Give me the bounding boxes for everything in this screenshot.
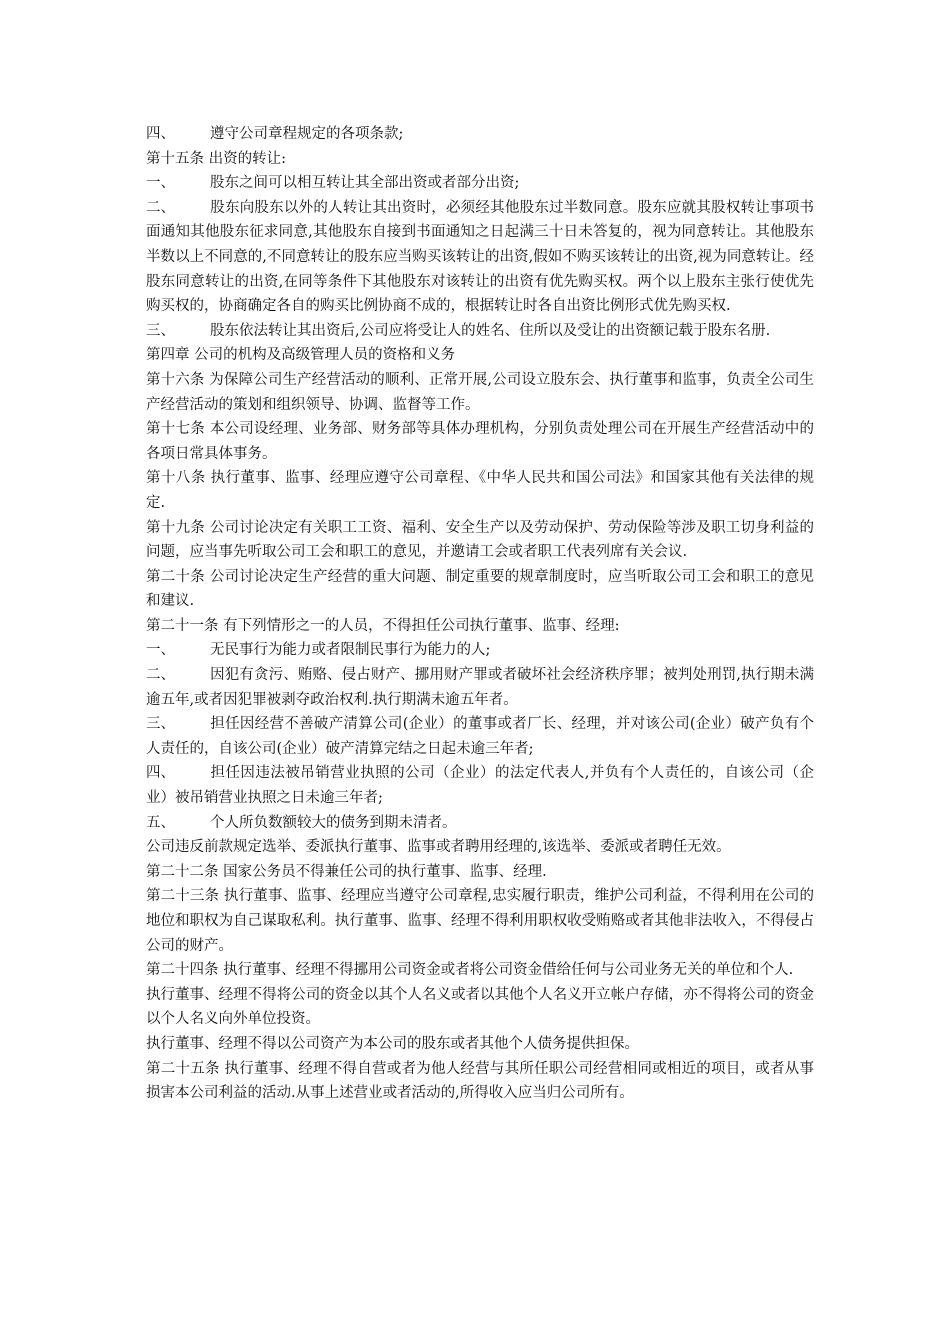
item-number: 三、 xyxy=(146,322,175,339)
clause-item xyxy=(146,663,814,712)
item-text: 担任因违法被吊销营业执照的公司（企业）的法定代表人,并负有个人责任的，自该公司（企业）被吊销营业执照之日未逾三年者; xyxy=(146,765,814,807)
item-text: 因犯有贪污、贿赂、侵占财产、挪用财产罪或者破坏社会经济秩序罪；被判处刑罚,执行期未满逾五年,或者因犯罪被剥夺政治权利.执行期满未逾五年者。 xyxy=(146,667,814,708)
clause-item xyxy=(146,171,814,196)
chapter-heading: 第四章 公司的机构及高级管理人员的资格和义务 xyxy=(146,347,456,364)
article-paragraph: 第十六条 为保障公司生产经营活动的顺利、正常开展,公司设立股东会、执行董事和监事，负责全公司生产经营活动的策划和组织领导、协调、监督等工作。 xyxy=(146,371,814,413)
article-paragraph: 第二十五条 执行董事、经理不得自营或者为他人经营与其所任职公司经营相同或相近的项目，或者从事损害本公司利益的活动.从事上述营业或者活动的,所得收入应当归公司所有。 xyxy=(146,1060,814,1102)
item-text: 个人所负数额较大的债务到期未清者。 xyxy=(210,814,457,831)
item-number: 一、 xyxy=(146,642,175,659)
clause-item xyxy=(146,319,814,344)
article-paragraph: 公司违反前款规定选举、委派执行董事、监事或者聘用经理的,该选举、委派或者聘任无效。 xyxy=(146,839,731,856)
article-heading: 第十五条 出资的转让: xyxy=(146,150,286,167)
item-text: 股东向股东以外的人转让其出资时，必须经其他股东过半数同意。股东应就其股权转让事项书面通知其他股东征求同意,其他股东自接到书面通知之日起满三十日未答复的，视为同意转让。其他股东半数以上不同意的,不同意转让的股东应当购买该转让的出资,假如不购买该转让的出资,视为同意转让。经股东同意转让的出资,在同等条件下其他股东对该转让的出资有优先购买权。两个以上股东主张行使优先购买权的，协商确定各自的购买比例协商不成的，根据转让时各自出资比例形式优先购买权. xyxy=(146,199,814,315)
article-paragraph: 第十九条 公司讨论决定有关职工工资、福利、安全生产以及劳动保护、劳动保险等涉及职工切身利益的问题，应当事先听取公司工会和职工的意见，并邀请工会或者职工代表列席有关会议. xyxy=(146,519,814,561)
item-text: 股东依法转让其出资后,公司应将受让人的姓名、住所以及受让的出资额记载于股东名册. xyxy=(210,322,771,339)
clause-item xyxy=(146,196,814,319)
item-number: 四、 xyxy=(146,126,175,142)
article-paragraph: 第二十三条 执行董事、监事、经理应当遵守公司章程,忠实履行职责，维护公司利益，不得利用在公司的地位和职权为自己谋取私利。执行董事、监事、经理不得利用职权收受贿赂或者其他非法收入，不得侵占公司的财产。 xyxy=(146,888,814,954)
article-paragraph: 第二十条 公司讨论决定生产经营的重大问题、制定重要的规章制度时，应当听取公司工会和职工的意见和建议. xyxy=(146,568,814,610)
clause-item xyxy=(146,712,814,761)
item-number: 四、 xyxy=(146,765,175,782)
clause-item xyxy=(146,761,814,810)
article-paragraph: 第十八条 执行董事、监事、经理应遵守公司章程、《中华人民共和国公司法》和国家其他有关法律的规定. xyxy=(146,470,814,511)
item-text: 无民事行为能力或者限制民事行为能力的人; xyxy=(210,642,491,659)
article-paragraph: 第十七条 本公司设经理、业务部、财务部等具体办理机构，分别负责处理公司在开展生产经营活动中的各项日常具体事务。 xyxy=(146,421,814,462)
item-text: 遵守公司章程规定的各项条款; xyxy=(210,126,404,142)
item-text: 担任因经营不善破产清算公司(企业）的董事或者厂长、经理，并对该公司(企业）破产负有个人责任的，自该公司(企业）破产清算完结之日起未逾三年者; xyxy=(146,716,814,757)
document-body xyxy=(146,122,814,1106)
clause-item xyxy=(146,638,814,663)
article-paragraph: 执行董事、经理不得以公司资产为本公司的股东或者其他个人债务提供担保。 xyxy=(146,1035,639,1052)
article-paragraph: 执行董事、经理不得将公司的资金以其个人名义或者以其他个人名义开立帐户存储，亦不得将公司的资金以个人名义向外单位投资。 xyxy=(146,986,814,1028)
item-number: 一、 xyxy=(146,175,175,192)
item-number: 五、 xyxy=(146,814,175,831)
item-text: 股东之间可以相互转让其全部出资或者部分出资; xyxy=(210,175,520,192)
article-paragraph: 第二十二条 国家公务员不得兼任公司的执行董事、监事、经理. xyxy=(146,863,547,880)
item-number: 三、 xyxy=(146,716,175,733)
article-paragraph: 第二十一条 有下列情形之一的人员，不得担任公司执行董事、监事、经理: xyxy=(146,617,620,634)
clause-item xyxy=(146,811,814,836)
article-paragraph: 第二十四条 执行董事、经理不得挪用公司资金或者将公司资金借给任何与公司业务无关的单位和个人. xyxy=(146,962,794,979)
clause-item xyxy=(146,122,814,147)
item-number: 二、 xyxy=(146,667,175,684)
item-number: 二、 xyxy=(146,199,175,216)
